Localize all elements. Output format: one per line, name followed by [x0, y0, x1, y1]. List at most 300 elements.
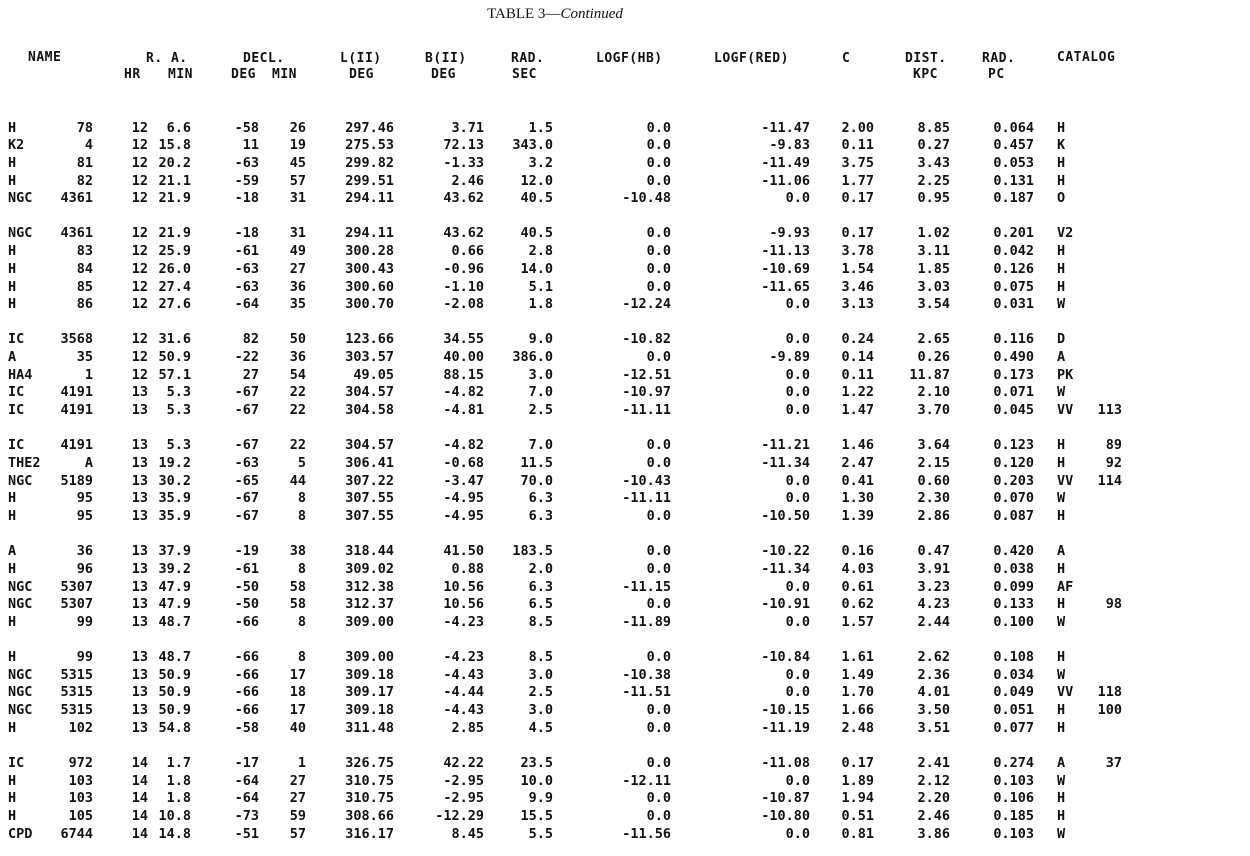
cell-b2: 2.46: [451, 172, 484, 189]
cell-dist-kpc: 3.70: [917, 402, 950, 419]
cell-decl-min: 26: [289, 119, 306, 136]
cell-decl-min: 1: [297, 754, 306, 771]
cell-ra-min: 35.9: [158, 508, 191, 524]
cell-l2: 307.55: [345, 490, 394, 507]
cell-catalog-number: 100: [1097, 702, 1122, 719]
cell-logf-hb: -12.24: [622, 296, 671, 313]
cell-logf-red: -11.49: [761, 154, 810, 171]
cell-b2: 34.55: [443, 331, 484, 348]
cell-dist-kpc: 4.01: [917, 684, 950, 701]
cell-logf-hb: -10.38: [622, 666, 671, 683]
cell-catalog: A: [1057, 349, 1066, 365]
table-title-main: TABLE 3—: [487, 6, 561, 22]
cell-logf-hb: 0.0: [646, 560, 671, 577]
cell-rad-pc: 0.077: [993, 719, 1034, 736]
cell-dist-kpc: 3.03: [917, 278, 950, 295]
cell-logf-hb: -10.48: [622, 190, 671, 207]
cell-name-number: 6744: [60, 825, 93, 842]
cell-ra-hour: 12: [131, 349, 148, 365]
cell-name-number: 5307: [60, 578, 93, 595]
cell-logf-red: 0.0: [785, 666, 810, 683]
cell-ra-hour: 13: [131, 613, 148, 630]
table-row: [0, 755, 1250, 772]
cell-logf-hb: -10.97: [622, 384, 671, 401]
cell-rad-pc: 0.103: [993, 772, 1034, 789]
header-lii: L(II): [340, 51, 382, 66]
cell-decl-min: 58: [289, 596, 306, 613]
cell-name-prefix: H: [8, 119, 17, 136]
cell-decl-min: 8: [297, 508, 306, 524]
cell-logf-red: -10.80: [761, 808, 810, 824]
cell-rad-pc: 0.038: [993, 560, 1034, 577]
cell-rad-sec: 3.0: [528, 702, 553, 719]
cell-logf-hb: 0.0: [646, 790, 671, 807]
cell-dist-kpc: 3.86: [917, 825, 950, 842]
cell-ra-hour: 13: [131, 384, 148, 401]
cell-ra-min: 1.8: [166, 772, 191, 789]
cell-dist-kpc: 2.20: [917, 790, 950, 807]
table-row: [0, 173, 1250, 190]
cell-name-number: 35: [76, 349, 93, 365]
cell-decl-min: 27: [289, 772, 306, 789]
cell-b2: 72.13: [443, 137, 484, 154]
cell-rad-pc: 0.087: [993, 508, 1034, 524]
cell-c-value: 0.41: [841, 472, 874, 489]
cell-decl-min: 50: [289, 331, 306, 348]
cell-name-number: 972: [68, 754, 93, 771]
cell-rad-pc: 0.053: [993, 154, 1034, 171]
cell-name-prefix: H: [8, 649, 17, 665]
cell-decl-min: 35: [289, 296, 306, 313]
cell-ra-min: 48.7: [158, 613, 191, 630]
cell-decl-min: 44: [289, 472, 306, 489]
cell-c-value: 1.47: [841, 402, 874, 419]
cell-catalog: H: [1057, 649, 1066, 665]
cell-ra-min: 47.9: [158, 596, 191, 613]
cell-decl-deg: -66: [234, 649, 259, 665]
table-row: [0, 561, 1250, 578]
cell-ra-hour: 14: [131, 772, 148, 789]
cell-b2: -4.43: [443, 702, 484, 719]
cell-ra-hour: 13: [131, 719, 148, 736]
table-row: [0, 490, 1250, 507]
cell-rad-pc: 0.106: [993, 790, 1034, 807]
cell-c-value: 1.89: [841, 772, 874, 789]
cell-logf-red: -11.19: [761, 719, 810, 736]
cell-catalog: H: [1057, 508, 1066, 524]
cell-rad-pc: 0.123: [993, 437, 1034, 454]
cell-c-value: 0.62: [841, 596, 874, 613]
cell-b2: -0.68: [443, 454, 484, 471]
cell-b2: -1.33: [443, 154, 484, 171]
cell-l2: 307.22: [345, 472, 394, 489]
cell-rad-pc: 0.126: [993, 260, 1034, 277]
cell-ra-hour: 13: [131, 578, 148, 595]
header-decl: DECL.: [243, 51, 285, 66]
cell-logf-hb: -11.15: [622, 578, 671, 595]
cell-name-prefix: NGC: [8, 684, 33, 701]
cell-name-number: 3568: [60, 331, 93, 348]
cell-c-value: 0.14: [841, 349, 874, 365]
header-logf-hb: LOGF(HB): [596, 51, 663, 66]
cell-dist-kpc: 4.23: [917, 596, 950, 613]
cell-ra-hour: 12: [131, 225, 148, 242]
cell-l2: 309.00: [345, 613, 394, 630]
cell-catalog: H: [1057, 808, 1066, 824]
table-row: [0, 261, 1250, 278]
cell-decl-min: 17: [289, 666, 306, 683]
cell-rad-sec: 14.0: [520, 260, 553, 277]
cell-rad-sec: 6.3: [528, 578, 553, 595]
cell-l2: 123.66: [345, 331, 394, 348]
header-rad-sec-unit: SEC: [512, 67, 537, 82]
cell-name-number: 96: [76, 560, 93, 577]
cell-logf-hb: 0.0: [646, 808, 671, 824]
cell-ra-min: 10.8: [158, 808, 191, 824]
cell-dist-kpc: 2.46: [917, 808, 950, 824]
cell-logf-red: -11.21: [761, 437, 810, 454]
cell-c-value: 4.03: [841, 560, 874, 577]
cell-rad-pc: 0.103: [993, 825, 1034, 842]
cell-name-prefix: H: [8, 490, 17, 507]
cell-decl-min: 22: [289, 402, 306, 419]
cell-c-value: 0.11: [841, 366, 874, 383]
header-lii-deg: DEG: [349, 67, 374, 82]
table-row: [0, 826, 1250, 843]
cell-dist-kpc: 11.87: [909, 366, 950, 383]
cell-l2: 316.17: [345, 825, 394, 842]
cell-c-value: 3.46: [841, 278, 874, 295]
cell-decl-deg: -64: [234, 296, 259, 313]
cell-logf-red: 0.0: [785, 490, 810, 507]
cell-ra-min: 31.6: [158, 331, 191, 348]
cell-name-prefix: NGC: [8, 702, 33, 719]
cell-name-number: 5315: [60, 666, 93, 683]
cell-b2: -4.23: [443, 649, 484, 665]
cell-logf-red: 0.0: [785, 772, 810, 789]
cell-l2: 311.48: [345, 719, 394, 736]
header-decl-deg: DEG: [231, 67, 256, 82]
cell-logf-hb: 0.0: [646, 243, 671, 260]
cell-b2: -4.95: [443, 508, 484, 524]
cell-logf-hb: 0.0: [646, 349, 671, 365]
cell-logf-red: -10.84: [761, 649, 810, 665]
cell-rad-sec: 5.5: [528, 825, 553, 842]
cell-decl-min: 36: [289, 349, 306, 365]
cell-rad-sec: 343.0: [512, 137, 553, 154]
cell-name-prefix: IC: [8, 437, 25, 454]
cell-rad-sec: 6.5: [528, 596, 553, 613]
cell-decl-deg: -58: [234, 119, 259, 136]
cell-name-prefix: H: [8, 772, 17, 789]
cell-rad-pc: 0.131: [993, 172, 1034, 189]
cell-ra-hour: 13: [131, 437, 148, 454]
cell-decl-min: 8: [297, 560, 306, 577]
cell-name-number: 99: [76, 649, 93, 665]
cell-c-value: 2.48: [841, 719, 874, 736]
cell-logf-red: -11.47: [761, 119, 810, 136]
cell-rad-sec: 3.2: [528, 154, 553, 171]
cell-c-value: 0.16: [841, 543, 874, 560]
cell-name-prefix: H: [8, 154, 17, 171]
cell-l2: 303.57: [345, 349, 394, 365]
cell-c-value: 1.30: [841, 490, 874, 507]
cell-decl-deg: -50: [234, 596, 259, 613]
header-rad-pc: RAD.: [982, 51, 1016, 66]
table-row: [0, 455, 1250, 472]
cell-logf-red: -10.87: [761, 790, 810, 807]
cell-rad-pc: 0.203: [993, 472, 1034, 489]
cell-dist-kpc: 0.95: [917, 190, 950, 207]
cell-b2: 3.71: [451, 119, 484, 136]
cell-rad-sec: 9.9: [528, 790, 553, 807]
cell-logf-red: -11.08: [761, 754, 810, 771]
table-row: [0, 190, 1250, 207]
cell-c-value: 1.57: [841, 613, 874, 630]
cell-ra-min: 57.1: [158, 366, 191, 383]
cell-logf-hb: -10.82: [622, 331, 671, 348]
cell-logf-red: 0.0: [785, 402, 810, 419]
cell-dist-kpc: 2.15: [917, 454, 950, 471]
cell-b2: -4.43: [443, 666, 484, 683]
cell-dist-kpc: 1.02: [917, 225, 950, 242]
cell-rad-pc: 0.075: [993, 278, 1034, 295]
header-c: C: [842, 51, 851, 66]
cell-rad-pc: 0.133: [993, 596, 1034, 613]
cell-c-value: 1.39: [841, 508, 874, 524]
cell-ra-hour: 12: [131, 243, 148, 260]
cell-logf-hb: 0.0: [646, 260, 671, 277]
cell-name-prefix: A: [8, 349, 17, 365]
cell-name-prefix: H: [8, 719, 17, 736]
cell-name-number: 86: [76, 296, 93, 313]
cell-catalog-number: 89: [1105, 437, 1122, 454]
cell-l2: 310.75: [345, 772, 394, 789]
cell-rad-sec: 386.0: [512, 349, 553, 365]
cell-ra-hour: 12: [131, 278, 148, 295]
cell-logf-red: 0.0: [785, 190, 810, 207]
cell-logf-red: 0.0: [785, 384, 810, 401]
cell-rad-sec: 40.5: [520, 225, 553, 242]
cell-b2: 88.15: [443, 366, 484, 383]
table-row: [0, 225, 1250, 242]
cell-dist-kpc: 2.41: [917, 754, 950, 771]
header-rad-pc-unit: PC: [988, 67, 1005, 82]
cell-c-value: 0.17: [841, 190, 874, 207]
cell-ra-min: 21.9: [158, 225, 191, 242]
cell-b2: -1.10: [443, 278, 484, 295]
cell-rad-sec: 3.0: [528, 666, 553, 683]
cell-b2: 0.88: [451, 560, 484, 577]
cell-rad-pc: 0.051: [993, 702, 1034, 719]
table-row: [0, 137, 1250, 154]
cell-ra-min: 50.9: [158, 666, 191, 683]
cell-catalog: W: [1057, 384, 1066, 401]
cell-dist-kpc: 3.64: [917, 437, 950, 454]
cell-rad-sec: 7.0: [528, 384, 553, 401]
cell-decl-deg: -51: [234, 825, 259, 842]
cell-dist-kpc: 0.47: [917, 543, 950, 560]
cell-logf-hb: 0.0: [646, 649, 671, 665]
cell-name-prefix: H: [8, 278, 17, 295]
cell-rad-pc: 0.185: [993, 808, 1034, 824]
cell-ra-min: 48.7: [158, 649, 191, 665]
cell-ra-hour: 12: [131, 154, 148, 171]
cell-catalog: W: [1057, 666, 1066, 683]
cell-catalog: H: [1057, 560, 1066, 577]
cell-b2: -0.96: [443, 260, 484, 277]
cell-logf-hb: 0.0: [646, 137, 671, 154]
cell-name-number: 95: [76, 490, 93, 507]
cell-logf-hb: 0.0: [646, 596, 671, 613]
cell-name-prefix: NGC: [8, 472, 33, 489]
cell-dist-kpc: 2.86: [917, 508, 950, 524]
cell-catalog-number: 113: [1097, 402, 1122, 419]
cell-l2: 308.66: [345, 808, 394, 824]
cell-c-value: 3.13: [841, 296, 874, 313]
cell-c-value: 2.47: [841, 454, 874, 471]
cell-catalog: V2: [1057, 225, 1074, 242]
cell-decl-deg: -50: [234, 578, 259, 595]
cell-ra-min: 1.7: [166, 754, 191, 771]
cell-l2: 299.82: [345, 154, 394, 171]
cell-name-number: 4191: [60, 437, 93, 454]
cell-logf-hb: 0.0: [646, 508, 671, 524]
cell-ra-hour: 14: [131, 754, 148, 771]
cell-ra-hour: 13: [131, 684, 148, 701]
cell-decl-deg: -18: [234, 190, 259, 207]
cell-l2: 312.37: [345, 596, 394, 613]
cell-name-prefix: A: [8, 543, 17, 560]
cell-decl-deg: -63: [234, 260, 259, 277]
cell-ra-min: 1.8: [166, 790, 191, 807]
table-row: [0, 614, 1250, 631]
cell-ra-min: 21.1: [158, 172, 191, 189]
cell-decl-min: 45: [289, 154, 306, 171]
cell-b2: 0.66: [451, 243, 484, 260]
cell-decl-min: 40: [289, 719, 306, 736]
cell-logf-red: -11.34: [761, 560, 810, 577]
cell-b2: 43.62: [443, 225, 484, 242]
cell-name-prefix: H: [8, 243, 17, 260]
cell-logf-hb: -11.51: [622, 684, 671, 701]
cell-name-number: 82: [76, 172, 93, 189]
table-row: [0, 773, 1250, 790]
cell-decl-deg: -22: [234, 349, 259, 365]
cell-c-value: 0.51: [841, 808, 874, 824]
cell-name-number: 4191: [60, 384, 93, 401]
cell-decl-min: 31: [289, 225, 306, 242]
cell-catalog: H: [1057, 790, 1066, 807]
cell-c-value: 1.22: [841, 384, 874, 401]
cell-name-number: 5189: [60, 472, 93, 489]
cell-l2: 297.46: [345, 119, 394, 136]
table-row: [0, 437, 1250, 454]
cell-logf-hb: 0.0: [646, 719, 671, 736]
cell-rad-pc: 0.031: [993, 296, 1034, 313]
cell-rad-pc: 0.420: [993, 543, 1034, 560]
table-row: [0, 243, 1250, 260]
cell-c-value: 0.11: [841, 137, 874, 154]
cell-logf-red: -11.34: [761, 454, 810, 471]
cell-decl-deg: -61: [234, 243, 259, 260]
cell-decl-deg: -66: [234, 613, 259, 630]
cell-catalog: K: [1057, 137, 1066, 154]
cell-logf-red: 0.0: [785, 613, 810, 630]
cell-dist-kpc: 3.91: [917, 560, 950, 577]
cell-l2: 309.00: [345, 649, 394, 665]
cell-decl-min: 36: [289, 278, 306, 295]
cell-logf-red: 0.0: [785, 825, 810, 842]
cell-decl-min: 31: [289, 190, 306, 207]
cell-ra-hour: 13: [131, 702, 148, 719]
cell-catalog: A: [1057, 543, 1066, 560]
cell-logf-hb: 0.0: [646, 172, 671, 189]
table-title: [0, 6, 1110, 23]
cell-name-number: 36: [76, 543, 93, 560]
cell-l2: 309.02: [345, 560, 394, 577]
cell-dist-kpc: 2.25: [917, 172, 950, 189]
cell-dist-kpc: 2.30: [917, 490, 950, 507]
cell-ra-min: 37.9: [158, 543, 191, 560]
cell-logf-hb: -11.89: [622, 613, 671, 630]
cell-b2: 10.56: [443, 578, 484, 595]
cell-ra-hour: 12: [131, 119, 148, 136]
cell-l2: 275.53: [345, 137, 394, 154]
table-row: [0, 508, 1250, 525]
cell-c-value: 0.81: [841, 825, 874, 842]
table-row: [0, 596, 1250, 613]
cell-rad-pc: 0.274: [993, 754, 1034, 771]
cell-catalog: O: [1057, 190, 1066, 207]
cell-b2: 43.62: [443, 190, 484, 207]
cell-ra-min: 47.9: [158, 578, 191, 595]
cell-name-number: 78: [76, 119, 93, 136]
cell-name-number: 1: [84, 366, 93, 383]
cell-c-value: 0.61: [841, 578, 874, 595]
header-bii: B(II): [425, 51, 467, 66]
cell-l2: 310.75: [345, 790, 394, 807]
cell-decl-min: 38: [289, 543, 306, 560]
cell-name-number: 95: [76, 508, 93, 524]
header-ra: R. A.: [146, 51, 188, 66]
header-rad-sec: RAD.: [511, 51, 545, 66]
cell-l2: 312.38: [345, 578, 394, 595]
cell-rad-sec: 10.0: [520, 772, 553, 789]
cell-l2: 309.17: [345, 684, 394, 701]
cell-c-value: 3.78: [841, 243, 874, 260]
cell-decl-min: 18: [289, 684, 306, 701]
cell-catalog: H: [1057, 278, 1066, 295]
cell-catalog-number: 37: [1105, 754, 1122, 771]
cell-rad-sec: 3.0: [528, 366, 553, 383]
cell-ra-hour: 12: [131, 190, 148, 207]
cell-ra-hour: 13: [131, 454, 148, 471]
cell-c-value: 1.61: [841, 649, 874, 665]
cell-logf-hb: 0.0: [646, 454, 671, 471]
cell-name-prefix: H: [8, 560, 17, 577]
cell-catalog: H: [1057, 719, 1066, 736]
cell-dist-kpc: 2.10: [917, 384, 950, 401]
cell-logf-hb: -11.11: [622, 402, 671, 419]
cell-b2: -2.08: [443, 296, 484, 313]
cell-ra-min: 27.6: [158, 296, 191, 313]
cell-b2: -4.81: [443, 402, 484, 419]
cell-ra-hour: 13: [131, 666, 148, 683]
cell-name-prefix: H: [8, 508, 17, 524]
cell-rad-sec: 2.8: [528, 243, 553, 260]
cell-logf-hb: 0.0: [646, 437, 671, 454]
